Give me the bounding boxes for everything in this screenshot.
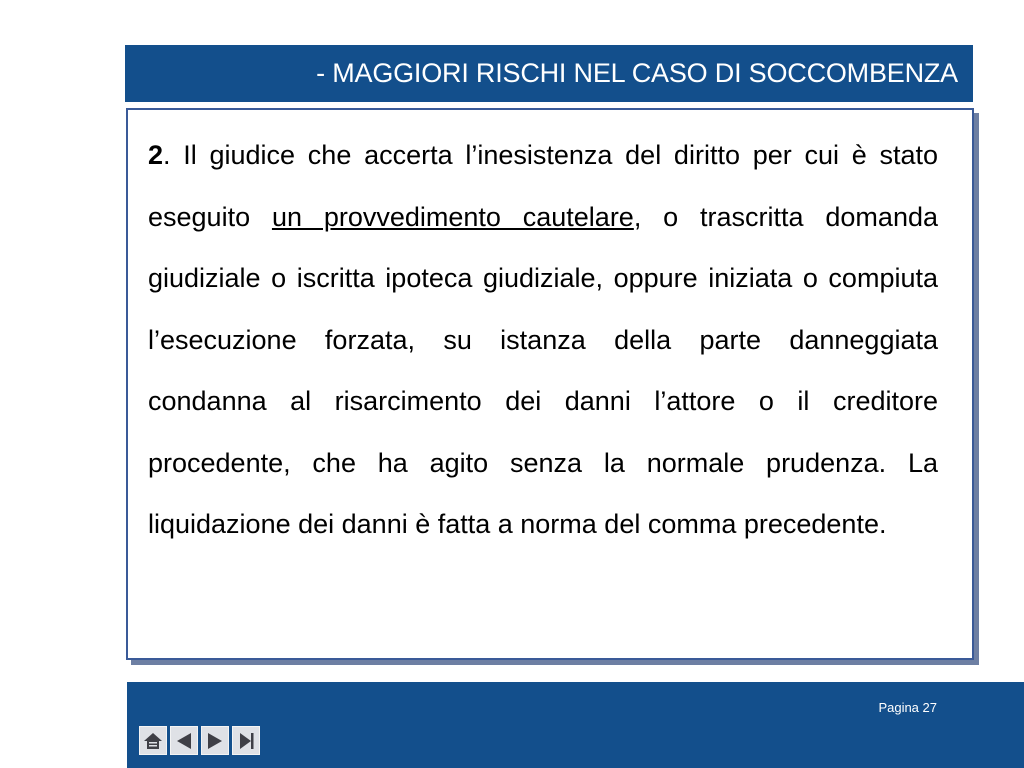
content-paragraph: [148, 125, 938, 556]
next-icon: [204, 730, 226, 752]
text-after-link: , o trascritta domanda giudiziale o iscritta ipoteca giudiziale, oppure iniziata o compiuta l’esecuzione forzata, su istanza della parte danneggiata condanna al risarcimento dei danni l’attore o il creditore procedente, che ha agito senza la normale prudenza. La liquidazione dei danni è fatta a norma del comma precedente.: [148, 201, 938, 539]
previous-icon: [173, 730, 195, 752]
navigation-controls: [139, 726, 260, 755]
next-button[interactable]: [201, 726, 229, 755]
last-icon: [235, 730, 257, 752]
home-icon: [142, 730, 164, 752]
footer-bar: [127, 682, 1024, 768]
home-button[interactable]: [139, 726, 167, 755]
title-bar: [125, 45, 973, 102]
text-before-link: . Il giudice che accerta l’inesistenza del diritto per cui è stato eseguito: [148, 140, 938, 232]
content-box: [126, 108, 974, 660]
slide-title: - MAGGIORI RISCHI NEL CASO DI SOCCOMBENZA: [316, 58, 958, 88]
previous-button[interactable]: [170, 726, 198, 755]
page-number: Pagina 27: [878, 700, 937, 715]
item-number: 2: [148, 140, 164, 170]
last-button[interactable]: [232, 726, 260, 755]
provvedimento-link: un provvedimento cautelare: [271, 201, 634, 232]
